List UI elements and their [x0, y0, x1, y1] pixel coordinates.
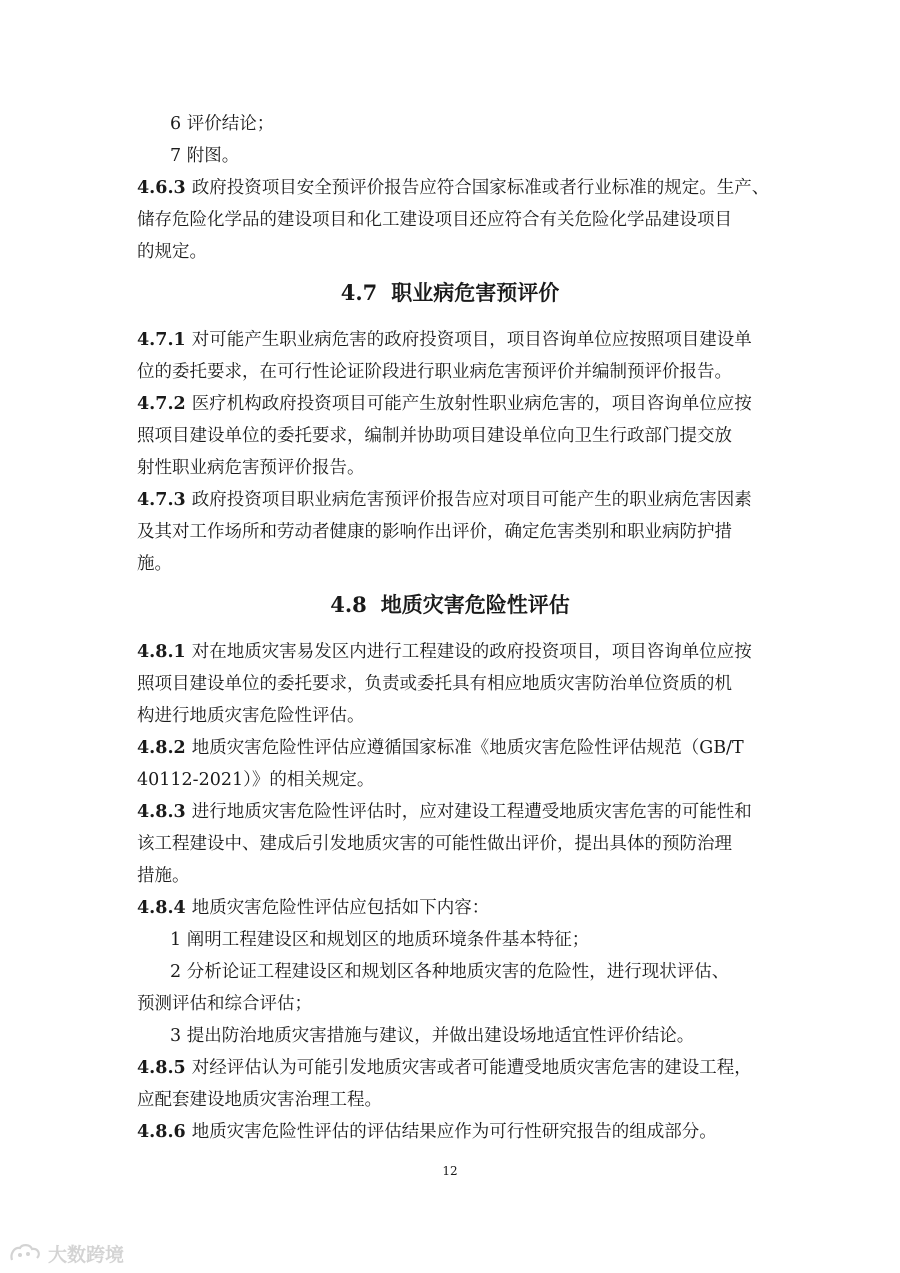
clause-line	[137, 484, 777, 516]
text-line	[137, 700, 777, 732]
line-text: 6 评价结论；	[170, 114, 275, 134]
line-text: 地质灾害危险性评估应遵循国家标准《地质灾害危险性评估规范（GB/T	[191, 738, 744, 758]
clause-line	[137, 796, 777, 828]
text-line	[170, 108, 810, 140]
watermark-logo-icon	[8, 1242, 42, 1264]
page-number: 12	[442, 1164, 458, 1178]
text-line	[137, 420, 777, 452]
clause-number: 4.6.3	[137, 178, 186, 198]
clause-number: 4.7.2	[137, 394, 186, 414]
text-line	[170, 1020, 810, 1052]
text-line	[137, 452, 777, 484]
watermark	[8, 1239, 124, 1267]
line-text: 施。	[137, 554, 172, 574]
section-heading	[0, 588, 900, 622]
line-text: 3 提出防治地质灾害措施与建议，并做出建设场地适宜性评价结论。	[170, 1026, 695, 1046]
text-line	[137, 988, 777, 1020]
clause-line	[137, 636, 777, 668]
clause-number: 4.8.1	[137, 642, 186, 662]
line-text: 对可能产生职业病危害的政府投资项目，项目咨询单位应按照项目建设单	[191, 330, 752, 350]
clause-number: 4.8.6	[137, 1122, 186, 1142]
clause-number: 4.8.3	[137, 802, 186, 822]
line-text: 进行地质灾害危险性评估时，应对建设工程遭受地质灾害危害的可能性和	[191, 802, 752, 822]
line-text: 构进行地质灾害危险性评估。	[137, 706, 365, 726]
clause-number: 4.8.2	[137, 738, 186, 758]
clause-number: 4.8.5	[137, 1058, 186, 1078]
clause-line	[137, 1116, 777, 1148]
text-line	[137, 1084, 777, 1116]
section-title: 职业病危害预评价	[391, 280, 560, 305]
clause-number: 4.7.1	[137, 330, 186, 350]
line-text: 应配套建设地质灾害治理工程。	[137, 1090, 382, 1110]
line-text: 地质灾害危险性评估应包括如下内容：	[191, 898, 490, 918]
text-line	[137, 668, 777, 700]
text-line	[170, 140, 810, 172]
line-text: 政府投资项目职业病危害预评价报告应对项目可能产生的职业病危害因素	[191, 490, 752, 510]
text-line	[137, 548, 777, 580]
line-text: 1 阐明工程建设区和规划区的地质环境条件基本特征；	[170, 930, 590, 950]
line-text: 40112-2021）》的相关规定。	[137, 770, 375, 790]
watermark-text: 大数跨境	[48, 1243, 125, 1266]
section-number: 4.7	[340, 280, 378, 305]
text-line	[137, 356, 777, 388]
text-line	[137, 236, 777, 268]
text-line	[170, 956, 810, 988]
text-line	[137, 764, 777, 796]
clause-line	[137, 892, 777, 924]
line-text: 政府投资项目安全预评价报告应符合国家标准或者行业标准的规定。生产、	[191, 178, 770, 198]
line-text: 医疗机构政府投资项目可能产生放射性职业病危害的，项目咨询单位应按	[191, 394, 752, 414]
text-line	[137, 860, 777, 892]
text-line	[137, 516, 777, 548]
line-text: 储存危险化学品的建设项目和化工建设项目还应符合有关危险化学品建设项目	[137, 210, 732, 230]
line-text: 措施。	[137, 866, 190, 886]
line-text: 照项目建设单位的委托要求，负责或委托具有相应地质灾害防治单位资质的机	[137, 674, 732, 694]
line-text: 照项目建设单位的委托要求，编制并协助项目建设单位向卫生行政部门提交放	[137, 426, 732, 446]
line-text: 对在地质灾害易发区内进行工程建设的政府投资项目，项目咨询单位应按	[191, 642, 752, 662]
line-text: 预测评估和综合评估；	[137, 994, 312, 1014]
clause-number: 4.8.4	[137, 898, 186, 918]
line-text: 及其对工作场所和劳动者健康的影响作出评价，确定危害类别和职业病防护措	[137, 522, 732, 542]
clause-line	[137, 1052, 777, 1084]
clause-line	[137, 732, 777, 764]
section-heading	[0, 276, 900, 310]
line-text: 的规定。	[137, 242, 207, 262]
line-text: 2 分析论证工程建设区和规划区各种地质灾害的危险性，进行现状评估、	[170, 962, 730, 982]
text-line	[137, 828, 777, 860]
text-line	[170, 924, 810, 956]
line-text: 该工程建设中、建成后引发地质灾害的可能性做出评价，提出具体的预防治理	[137, 834, 732, 854]
section-number: 4.8	[330, 592, 367, 617]
line-text: 位的委托要求，在可行性论证阶段进行职业病危害预评价并编制预评价报告。	[137, 362, 732, 382]
section-title: 地质灾害危险性评估	[380, 592, 570, 617]
clause-line	[137, 388, 777, 420]
clause-line	[137, 172, 777, 204]
clause-line	[137, 324, 777, 356]
line-text: 对经评估认为可能引发地质灾害或者可能遭受地质灾害危害的建设工程，	[191, 1058, 752, 1078]
line-text: 射性职业病危害预评价报告。	[137, 458, 365, 478]
clause-number: 4.7.3	[137, 490, 186, 510]
line-text: 地质灾害危险性评估的评估结果应作为可行性研究报告的组成部分。	[191, 1122, 717, 1142]
line-text: 7 附图。	[170, 146, 240, 166]
text-line	[137, 204, 777, 236]
